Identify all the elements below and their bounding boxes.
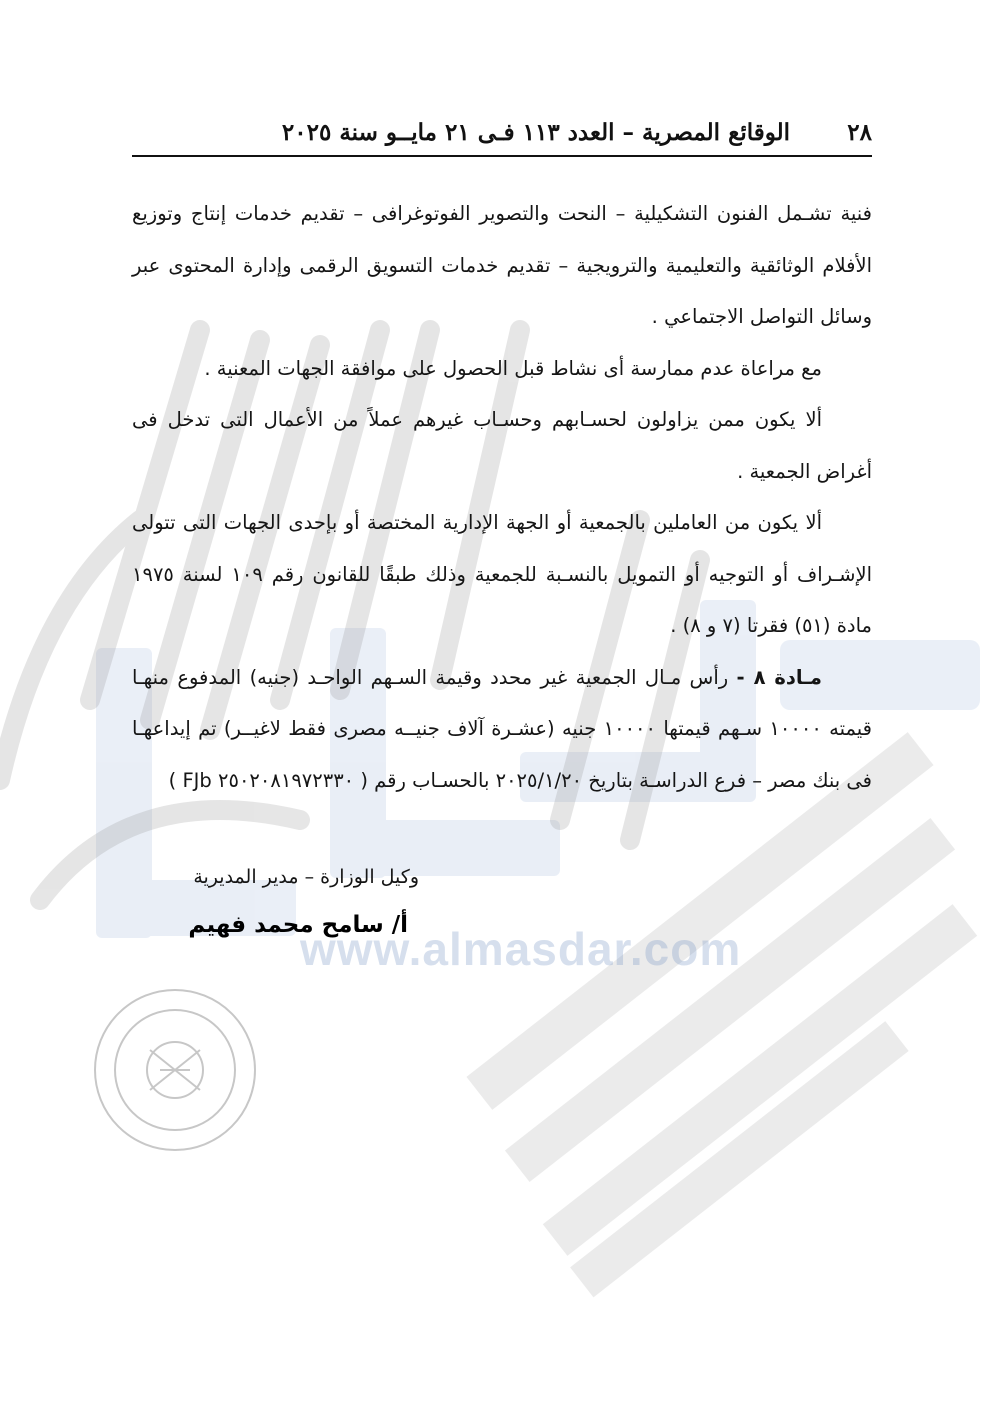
- header-title: الوقائع المصرية – العدد ١١٣ فـى ٢١ مايــو سنة ٢٠٢٥: [281, 118, 790, 146]
- signature-office: وكيل الوزارة – مدير المديرية: [193, 866, 419, 888]
- paragraph-article-8: [132, 652, 872, 807]
- paragraph-condition-1: ألا يكون ممن يزاولون لحسـابهم وحسـاب غيرهم عملاً من الأعمال التى تدخل فى أغراض الجمعية .: [132, 408, 872, 483]
- page-number: ٢٨: [847, 118, 872, 146]
- article-label: مـادة ٨ -: [736, 665, 822, 689]
- paragraph-approval-note: مع مراعاة عدم ممارسة أى نشاط قبل الحصول على موافقة الجهات المعنية .: [204, 356, 822, 380]
- signature-name: أ/ سامح محمد فهيم: [188, 912, 408, 938]
- article-text: رأس مـال الجمعية غير محدد وقيمة السـهم الواحـد (جنيه) المدفوع منهـا قيمته ١٠٠٠٠ سـهم قيمتها ١٠٠٠٠ جنيه (عشـرة آلاف جنيــه مصرى فقط لاغيــر) تم إيداعهـا فى بنك مصر – فرع الدراسـة بتاريخ ٢٠٢٥/١/٢٠ بالحسـاب رقم ( ٢٥٠٢٠٨١٩٧٢٣٣٠ FJb ): [132, 665, 872, 792]
- paragraph-condition-2: ألا يكون من العاملين بالجمعية أو الجهة الإدارية المختصة أو بإحدى الجهات التى تتولى الإشـراف أو التوجيه أو التمويل بالنسـبة للجمعية وذلك طبقًا للقانون رقم ١٠٩ لسنة ١٩٧٥ مادة (٥١) فقرتا (٧ و ٨) .: [132, 511, 873, 637]
- document-body: [132, 188, 872, 806]
- paragraph-activities: فنية تشـمل الفنون التشكيلية – النحت والتصوير الفوتوغرافى – تقديم خدمات إنتاج وتوزيع الأفلام الوثائقية والتعليمية والترويجية – تقديم خدمات التسويق الرقمى وإدارة المحتوى عبر وسائل التواصل الاجتماعي .: [132, 202, 872, 328]
- header-divider: [132, 155, 872, 157]
- page-header: [132, 112, 872, 152]
- watermark-url: www.almasdar.com: [300, 923, 742, 975]
